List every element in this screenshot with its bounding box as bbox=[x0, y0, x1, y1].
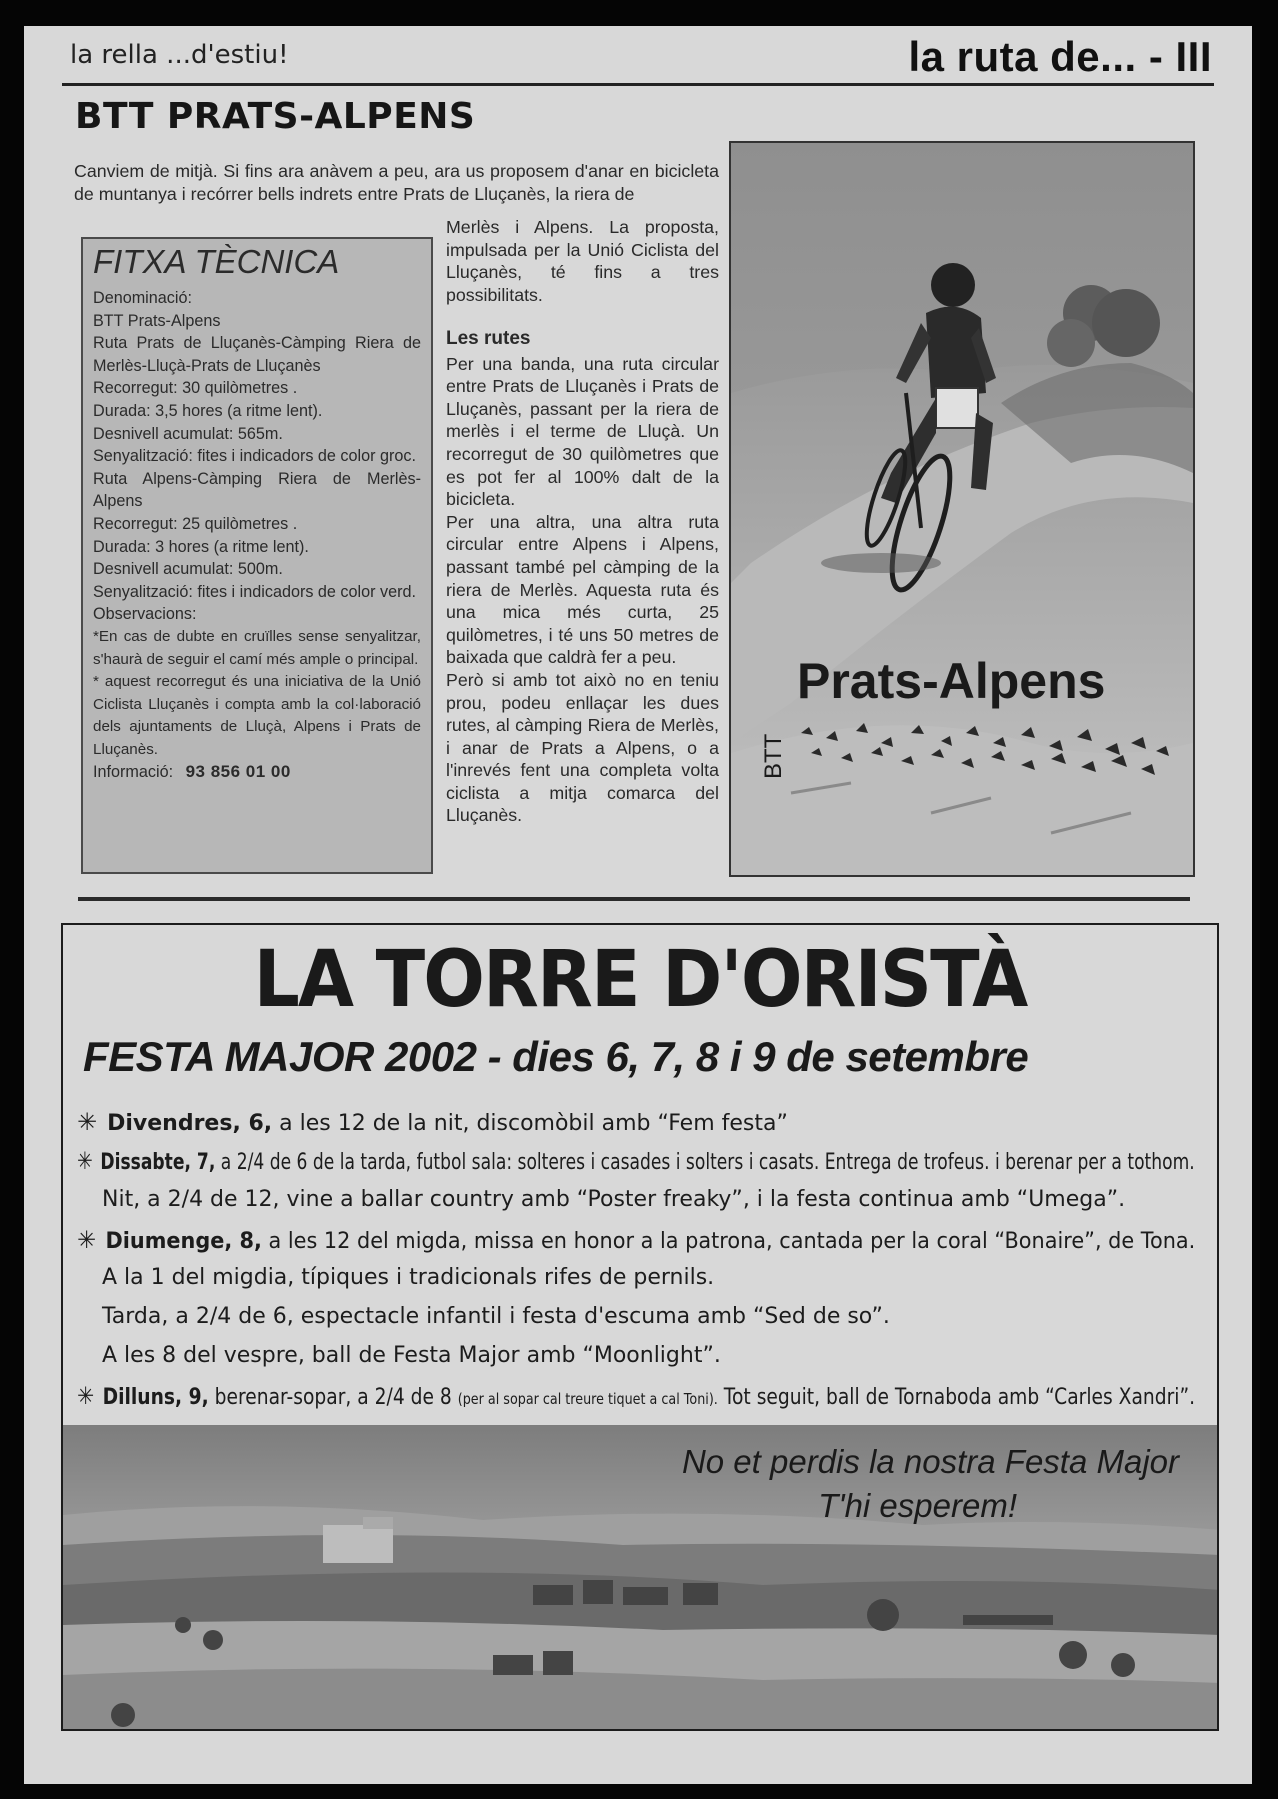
programme-item bbox=[77, 1226, 1195, 1254]
fitxa-obs-1: *En cas de dubte en cruïlles sense senyalitzar, s'haurà de seguir el camí més ample o principal. bbox=[93, 627, 421, 668]
header-rule bbox=[62, 83, 1214, 86]
fitxa-line: Ruta Prats de Lluçanès-Càmping Riera de Merlès-Lluçà-Prats de Lluçanès bbox=[93, 334, 421, 375]
programme-text: Nit, a 2/4 de 12, vine a ballar country amb “Poster freaky”, i la festa continua amb “Umega”. bbox=[102, 1187, 1126, 1212]
programme-text: A les 8 del vespre, ball de Festa Major amb “Moonlight”. bbox=[102, 1343, 721, 1368]
programme-line-continued bbox=[102, 1304, 890, 1329]
programme-line-continued bbox=[102, 1187, 1125, 1212]
running-header-right: la ruta de... - III bbox=[908, 33, 1212, 80]
programme-item bbox=[77, 1382, 1195, 1410]
asterisk-bullet-icon: ✳ bbox=[77, 1226, 97, 1254]
cyclist-photo-illustration bbox=[731, 143, 1193, 875]
programme-note: (per al sopar cal treure tiquet a cal Toni). bbox=[457, 1390, 718, 1408]
programme-text: Tarda, a 2/4 de 6, espectacle infantil i festa d'escuma amb “Sed de so”. bbox=[102, 1304, 890, 1329]
fitxa-line: Recorregut: 25 quilòmetres . bbox=[93, 514, 298, 533]
programme-day: Dilluns, 9, bbox=[102, 1385, 209, 1410]
fitxa-line: Senyalització: fites i indicadors de color groc. bbox=[93, 447, 417, 466]
routes-subhead: Les rutes bbox=[446, 328, 531, 349]
programme-line-continued bbox=[102, 1343, 721, 1368]
fitxa-tecnica-box bbox=[81, 237, 433, 874]
photo-logo-side: BTT bbox=[760, 733, 787, 779]
routes-column bbox=[446, 328, 719, 827]
programme-day: Diumenge, 8, bbox=[105, 1229, 262, 1254]
festa-title: LA TORRE D'ORISTÀ bbox=[253, 935, 1027, 1025]
programme-text: Tot seguit, ball de Tornaboda amb “Carles Xandri”. bbox=[717, 1385, 1196, 1410]
closing-line-2: T'hi esperem! bbox=[818, 1487, 1017, 1524]
programme-text: a les 12 de la nit, discomòbil amb “Fem festa” bbox=[272, 1111, 788, 1136]
fitxa-info-phone: 93 856 01 00 bbox=[185, 762, 291, 782]
article-intro-continued: Merlès i Alpens. La proposta, impulsada per la Unió Ciclista del Lluçanès, té fins a tres possibilitats. bbox=[446, 217, 719, 305]
fitxa-line: Recorregut: 30 quilòmetres . bbox=[93, 379, 298, 398]
programme-text: a les 12 del migda, missa en honor a la patrona, cantada per la coral “Bonaire”, de Tona. bbox=[261, 1229, 1196, 1254]
programme-item bbox=[77, 1108, 788, 1136]
fitxa-line: Ruta Alpens-Càmping Riera de Merlès-Alpens bbox=[93, 469, 421, 511]
article-title: BTT PRATS-ALPENS bbox=[75, 96, 476, 137]
fitxa-line: Desnivell acumulat: 500m. bbox=[93, 560, 283, 579]
fitxa-line: Observacions: bbox=[93, 605, 197, 624]
photo-logo-text: Prats-Alpens bbox=[797, 653, 1106, 709]
programme-text: a 2/4 de 6 de la tarda, futbol sala: solteres i casades i solters i casats. Entrega de trofeus. i berenar per a tothom. bbox=[215, 1150, 1195, 1175]
programme-text: berenar-sopar, a 2/4 de 8 bbox=[208, 1385, 458, 1410]
programme-line-continued bbox=[102, 1265, 714, 1290]
fitxa-info-label: Informació: bbox=[93, 763, 174, 782]
fitxa-line: Durada: 3,5 hores (a ritme lent). bbox=[93, 401, 323, 420]
fitxa-obs-2: * aquest recorregut és una iniciativa de la Unió Ciclista Lluçanès i compta amb la col·laboració dels ajuntaments de Lluçà, Alpens i Prats de Lluçanès. bbox=[93, 673, 421, 758]
asterisk-bullet-icon: ✳ bbox=[77, 1382, 95, 1410]
routes-paragraph-1: Per una banda, una ruta circular entre Prats de Lluçanès i Prats de Lluçanès, passant per la riera de merlès i el terme de Lluçà. Un recorregut de 30 quilòmetres que es pot fer al 100% dalt de la bicicleta. bbox=[446, 353, 719, 510]
routes-paragraph-2: Per una altra, una altra ruta circular entre Alpens i Alpens, passant també pel càmping de la riera de Merlès. Aquesta ruta és una mica més curta, 25 quilòmetres, i té uns 50 metres de baixada que caldrà fer a peu. bbox=[446, 511, 719, 668]
programme-day: Dissabte, 7, bbox=[100, 1150, 216, 1175]
closing-line-1: No et perdis la nostra Festa Major bbox=[681, 1443, 1179, 1480]
fitxa-line: BTT Prats-Alpens bbox=[93, 311, 221, 330]
festa-subtitle: FESTA MAJOR 2002 - dies 6, 7, 8 i 9 de setembre bbox=[83, 1033, 1029, 1080]
programme-item bbox=[77, 1147, 1195, 1175]
fitxa-line: Durada: 3 hores (a ritme lent). bbox=[93, 537, 309, 556]
asterisk-bullet-icon: ✳ bbox=[77, 1147, 93, 1175]
section-divider bbox=[78, 897, 1190, 901]
cyclist-photo bbox=[729, 141, 1195, 877]
fitxa-line: Senyalització: fites i indicadors de color verd. bbox=[93, 582, 417, 601]
running-header-left: la rella ...d'estiu! bbox=[70, 40, 289, 70]
fitxa-line: Denominació: bbox=[93, 289, 192, 307]
programme-day: Divendres, 6, bbox=[107, 1111, 273, 1136]
article-intro: Canviem de mitjà. Si fins ara anàvem a peu, ara us proposem d'anar en bicicleta de muntanya i recórrer bells indrets entre Prats de Lluçanès, la riera de bbox=[74, 161, 719, 204]
fitxa-title: FITXA TÈCNICA bbox=[93, 243, 340, 280]
fitxa-lines bbox=[93, 287, 421, 626]
fitxa-info bbox=[93, 761, 421, 784]
fitxa-line: Desnivell acumulat: 565m. bbox=[93, 424, 283, 443]
festa-major-box bbox=[61, 923, 1219, 1731]
asterisk-bullet-icon: ✳ bbox=[77, 1108, 98, 1136]
routes-paragraph-3: Però si amb tot això no en teniu prou, podeu enllaçar les dues rutes, al càmping Riera de Merlès, i anar de Prats a Alpens, o a l'inrevés fent una completa volta ciclista a mitja comarca del Lluçanès. bbox=[446, 669, 719, 826]
programme-text: A la 1 del migdia, típiques i tradicionals rifes de pernils. bbox=[102, 1265, 715, 1290]
